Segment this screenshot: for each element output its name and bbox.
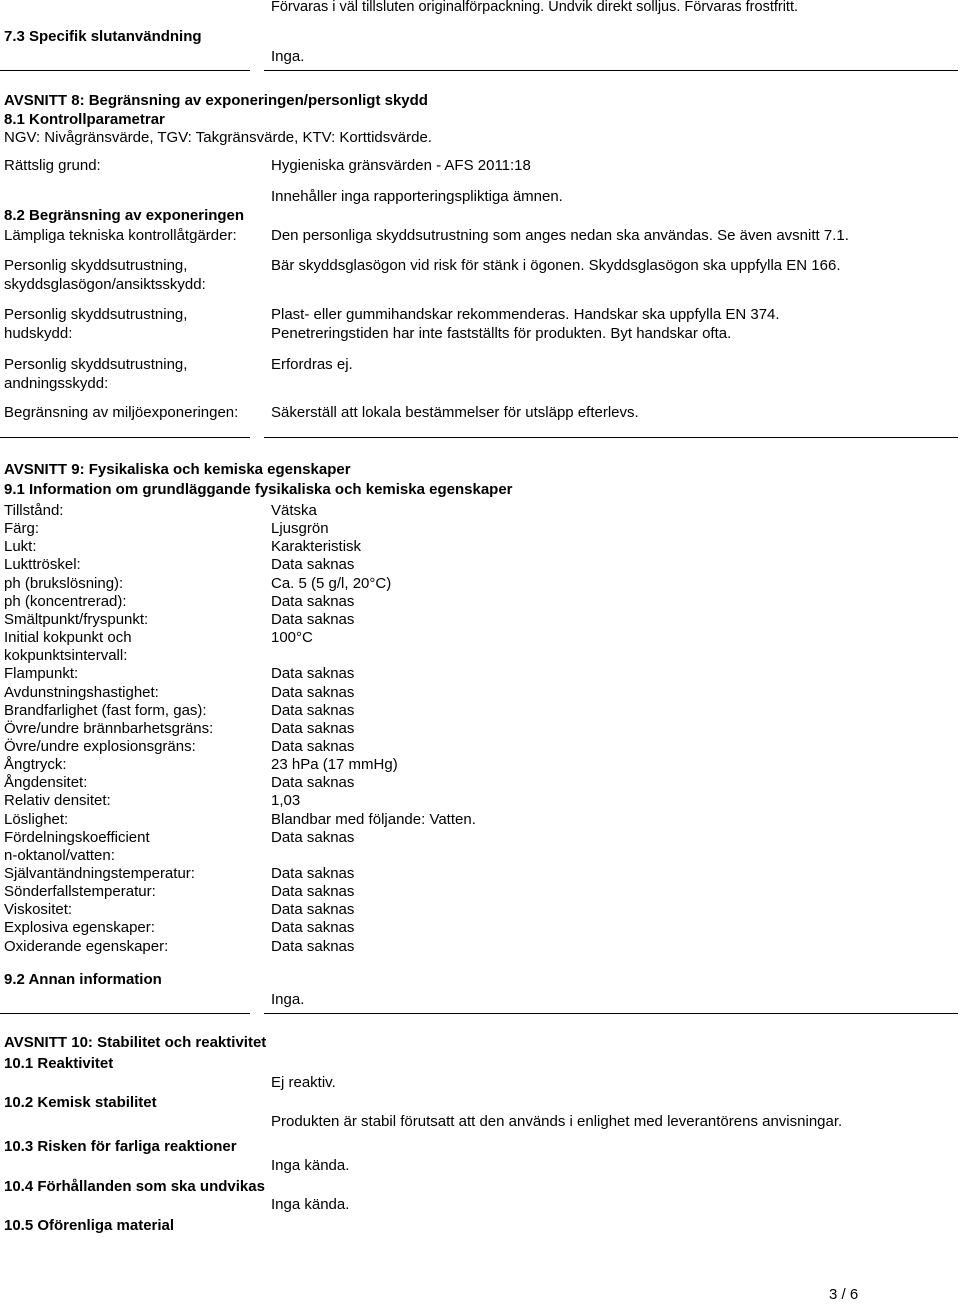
contains-statement: Innehåller inga rapporteringspliktiga ämnen.	[271, 188, 563, 205]
property-label: Viskositet:	[4, 901, 73, 918]
property-label: Lukt:	[4, 538, 37, 555]
property-label: ph (brukslösning):	[4, 575, 124, 592]
property-value: 1,03	[271, 792, 301, 809]
section-10-2-value: Produkten är stabil förutsatt att den används i enlighet med leverantörens anvisningar.	[271, 1113, 843, 1130]
section-9-1-heading: 9.1 Information om grundläggande fysikaliska och kemiska egenskaper	[4, 481, 513, 498]
property-label: Relativ densitet:	[4, 792, 111, 809]
divider-gap	[250, 70, 264, 71]
property-label: kokpunktsintervall:	[4, 647, 128, 664]
section-10-3-heading: 10.3 Risken för farliga reaktioner	[4, 1138, 237, 1155]
divider	[0, 437, 958, 438]
property-label: Flampunkt:	[4, 665, 79, 682]
property-label: Lukttröskel:	[4, 556, 81, 573]
env-exposure-value: Säkerställ att lokala bestämmelser för utsläpp efterlevs.	[271, 404, 639, 421]
property-label: Självantändningstemperatur:	[4, 865, 195, 882]
property-label: Färg:	[4, 520, 40, 537]
divider	[0, 70, 958, 71]
eye-protection-label: Personlig skyddsutrustning,	[4, 257, 188, 274]
respiratory-protection-label-2: andningsskydd:	[4, 375, 109, 392]
divider-gap	[250, 437, 264, 438]
section-8-1-heading: 8.1 Kontrollparametrar	[4, 111, 165, 128]
property-value: Data saknas	[271, 774, 355, 791]
section-10-4-value: Inga kända.	[271, 1196, 350, 1213]
env-exposure-label: Begränsning av miljöexponeringen:	[4, 404, 239, 421]
respiratory-protection-label: Personlig skyddsutrustning,	[4, 356, 188, 373]
property-value: Data saknas	[271, 829, 355, 846]
property-value: Data saknas	[271, 938, 355, 955]
section-8-2-heading: 8.2 Begränsning av exponeringen	[4, 207, 245, 224]
property-label: Initial kokpunkt och	[4, 629, 132, 646]
property-value: Data saknas	[271, 665, 355, 682]
section-10-1-value: Ej reaktiv.	[271, 1074, 336, 1091]
property-label: Explosiva egenskaper:	[4, 919, 155, 936]
eye-protection-label-2: skyddsglasögon/ansiktsskydd:	[4, 276, 206, 293]
page-number: 3 / 6	[829, 1286, 859, 1303]
property-label: Tillstånd:	[4, 502, 64, 519]
property-label: Smältpunkt/fryspunkt:	[4, 611, 149, 628]
property-label: ph (koncentrerad):	[4, 593, 127, 610]
section-10-5-heading: 10.5 Oförenliga material	[4, 1217, 175, 1234]
eye-protection-value: Bär skyddsglasögon vid risk för stänk i ögonen. Skyddsglasögon ska uppfylla EN 166.	[271, 257, 841, 274]
abbreviations: NGV: Nivågränsvärde, TGV: Takgränsvärde, KTV: Korttidsvärde.	[4, 129, 432, 146]
property-label: Sönderfallstemperatur:	[4, 883, 156, 900]
property-value: Data saknas	[271, 720, 355, 737]
property-label: n-oktanol/vatten:	[4, 847, 115, 864]
property-value: Data saknas	[271, 919, 355, 936]
property-label: Fördelningskoefficient	[4, 829, 150, 846]
skin-protection-label: Personlig skyddsutrustning,	[4, 306, 188, 323]
property-label: Ångdensitet:	[4, 774, 88, 791]
tech-controls-value: Den personliga skyddsutrustning som anges nedan ska användas. Se även avsnitt 7.1.	[271, 227, 849, 244]
property-label: Övre/undre explosionsgräns:	[4, 738, 196, 755]
property-value: Data saknas	[271, 684, 355, 701]
section-8-title: AVSNITT 8: Begränsning av exponeringen/personligt skydd	[4, 92, 428, 109]
section-7-3-value: Inga.	[271, 48, 305, 65]
section-9-2-value: Inga.	[271, 991, 305, 1008]
property-value: Data saknas	[271, 702, 355, 719]
property-label: Avdunstningshastighet:	[4, 684, 159, 701]
property-label: Brandfarlighet (fast form, gas):	[4, 702, 207, 719]
property-value: 100°C	[271, 629, 313, 646]
property-value: Ca. 5 (5 g/l, 20°C)	[271, 575, 392, 592]
property-label: Löslighet:	[4, 811, 69, 828]
property-value: Data saknas	[271, 593, 355, 610]
legal-basis-label: Rättslig grund:	[4, 157, 101, 174]
storage-text: Förvaras i väl tillsluten originalförpackning. Undvik direkt solljus. Förvaras frostfritt.	[271, 0, 799, 15]
section-10-3-value: Inga kända.	[271, 1157, 350, 1174]
property-value: Blandbar med följande: Vatten.	[271, 811, 476, 828]
property-value: Vätska	[271, 502, 317, 519]
divider	[0, 1013, 958, 1014]
property-value: Karakteristisk	[271, 538, 362, 555]
property-label: Ångtryck:	[4, 756, 67, 773]
section-9-title: AVSNITT 9: Fysikaliska och kemiska egenskaper	[4, 461, 351, 478]
section-10-4-heading: 10.4 Förhållanden som ska undvikas	[4, 1178, 265, 1195]
property-value: Data saknas	[271, 738, 355, 755]
property-label: Övre/undre brännbarhetsgräns:	[4, 720, 214, 737]
property-value: Data saknas	[271, 901, 355, 918]
divider-gap	[250, 1013, 264, 1014]
property-value: Data saknas	[271, 883, 355, 900]
section-10-2-heading: 10.2 Kemisk stabilitet	[4, 1094, 157, 1111]
tech-controls-label: Lämpliga tekniska kontrollåtgärder:	[4, 227, 237, 244]
legal-basis-value: Hygieniska gränsvärden - AFS 2011:18	[271, 157, 531, 174]
property-value: 23 hPa (17 mmHg)	[271, 756, 398, 773]
skin-protection-value: Plast- eller gummihandskar rekommenderas. Handskar ska uppfylla EN 374.	[271, 306, 780, 323]
property-value: Data saknas	[271, 556, 355, 573]
section-10-1-heading: 10.1 Reaktivitet	[4, 1055, 114, 1072]
section-9-2-heading: 9.2 Annan information	[4, 971, 162, 988]
property-label: Oxiderande egenskaper:	[4, 938, 169, 955]
respiratory-protection-value: Erfordras ej.	[271, 356, 353, 373]
skin-protection-value-2: Penetreringstiden har inte fastställts för produkten. Byt handskar ofta.	[271, 325, 732, 342]
property-value: Data saknas	[271, 611, 355, 628]
property-value: Data saknas	[271, 865, 355, 882]
section-7-3-heading: 7.3 Specifik slutanvändning	[4, 28, 202, 45]
skin-protection-label-2: hudskydd:	[4, 325, 73, 342]
section-10-title: AVSNITT 10: Stabilitet och reaktivitet	[4, 1034, 267, 1051]
property-value: Ljusgrön	[271, 520, 329, 537]
